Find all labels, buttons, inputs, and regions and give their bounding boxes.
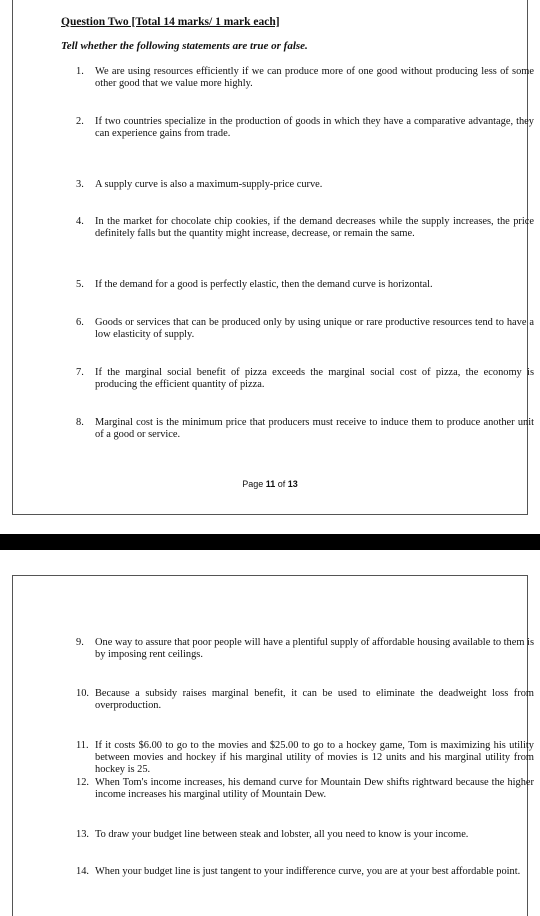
statement-number: 11.	[76, 740, 89, 751]
statement-5	[76, 279, 534, 291]
statement-text: If the marginal social benefit of pizza exceeds the marginal social cost of pizza, the economy is producing the efficient quantity of pizza.	[95, 367, 534, 391]
statement-text: In the market for chocolate chip cookies, if the demand decreases while the supply increases, the price definitely falls but the quantity might increase, decrease, or remain the same.	[95, 216, 534, 240]
statement-3	[76, 179, 534, 191]
statement-text: Goods or services that can be produced only by using unique or rare productive resources tend to have a low elasticity of supply.	[95, 317, 534, 341]
footer-current-page: 11	[265, 479, 276, 489]
statement-number: 12.	[76, 777, 89, 788]
statement-text: To draw your budget line between steak and lobster, all you need to know is your income.	[95, 829, 469, 840]
footer-total-pages: 13	[287, 479, 298, 489]
statement-13	[76, 829, 534, 841]
statement-14	[76, 866, 534, 878]
statement-text: Because a subsidy raises marginal benefit, it can be used to eliminate the deadweight loss from overproduction.	[95, 688, 534, 712]
statement-text: Marginal cost is the minimum price that producers must receive to induce them to produce another unit of a good or service.	[95, 417, 534, 441]
page-number-footer	[13, 479, 527, 489]
statement-11	[76, 740, 534, 777]
document-page-2	[12, 575, 534, 916]
statement-number: 8.	[76, 417, 84, 428]
statement-text: When your budget line is just tangent to your indifference curve, you are at your best affordable point.	[95, 866, 521, 877]
statement-number: 9.	[76, 637, 84, 648]
statement-10	[76, 688, 534, 712]
statement-number: 1.	[76, 66, 84, 77]
statement-7	[76, 367, 534, 391]
statement-number: 7.	[76, 367, 84, 378]
statement-number: 2.	[76, 116, 84, 127]
question-instruction: Tell whether the following statements are true or false.	[61, 40, 308, 52]
statement-number: 13.	[76, 829, 89, 840]
statement-text: If it costs $6.00 to go to the movies and $25.00 to go to a hockey game, Tom is maximizing his utility between movies and hockey if his marginal utility of movies is 12 units and his marginal utility from hockey is 25.	[95, 740, 534, 776]
statement-text: One way to assure that poor people will have a plentiful supply of affordable housing available to them is by imposing rent ceilings.	[95, 637, 534, 661]
document-page-1	[12, 0, 534, 515]
statement-number: 6.	[76, 317, 84, 328]
question-title: Question Two [Total 14 marks/ 1 mark each]	[61, 16, 280, 28]
statement-text: If the demand for a good is perfectly elastic, then the demand curve is horizontal.	[95, 279, 433, 290]
statement-text: We are using resources efficiently if we can produce more of one good without producing less of some other good that we value more highly.	[95, 66, 534, 90]
statement-text: A supply curve is also a maximum-supply-price curve.	[95, 179, 323, 190]
statement-number: 5.	[76, 279, 84, 290]
statement-text: When Tom's income increases, his demand curve for Mountain Dew shifts rightward because the higher income increases his marginal utility of Mountain Dew.	[95, 777, 534, 801]
statement-2	[76, 116, 534, 140]
statement-number: 14.	[76, 866, 89, 877]
statement-9	[76, 637, 534, 661]
statement-number: 4.	[76, 216, 84, 227]
statement-8	[76, 417, 534, 441]
statement-number: 3.	[76, 179, 84, 190]
page-separator	[0, 534, 540, 550]
statement-number: 10.	[76, 688, 89, 699]
statement-6	[76, 317, 534, 341]
footer-separator: of	[277, 479, 286, 489]
footer-prefix: Page	[242, 479, 264, 489]
statement-12	[76, 777, 534, 801]
statement-4	[76, 216, 534, 240]
statement-1	[76, 66, 534, 90]
statement-text: If two countries specialize in the production of goods in which they have a comparative advantage, they can experience gains from trade.	[95, 116, 534, 140]
